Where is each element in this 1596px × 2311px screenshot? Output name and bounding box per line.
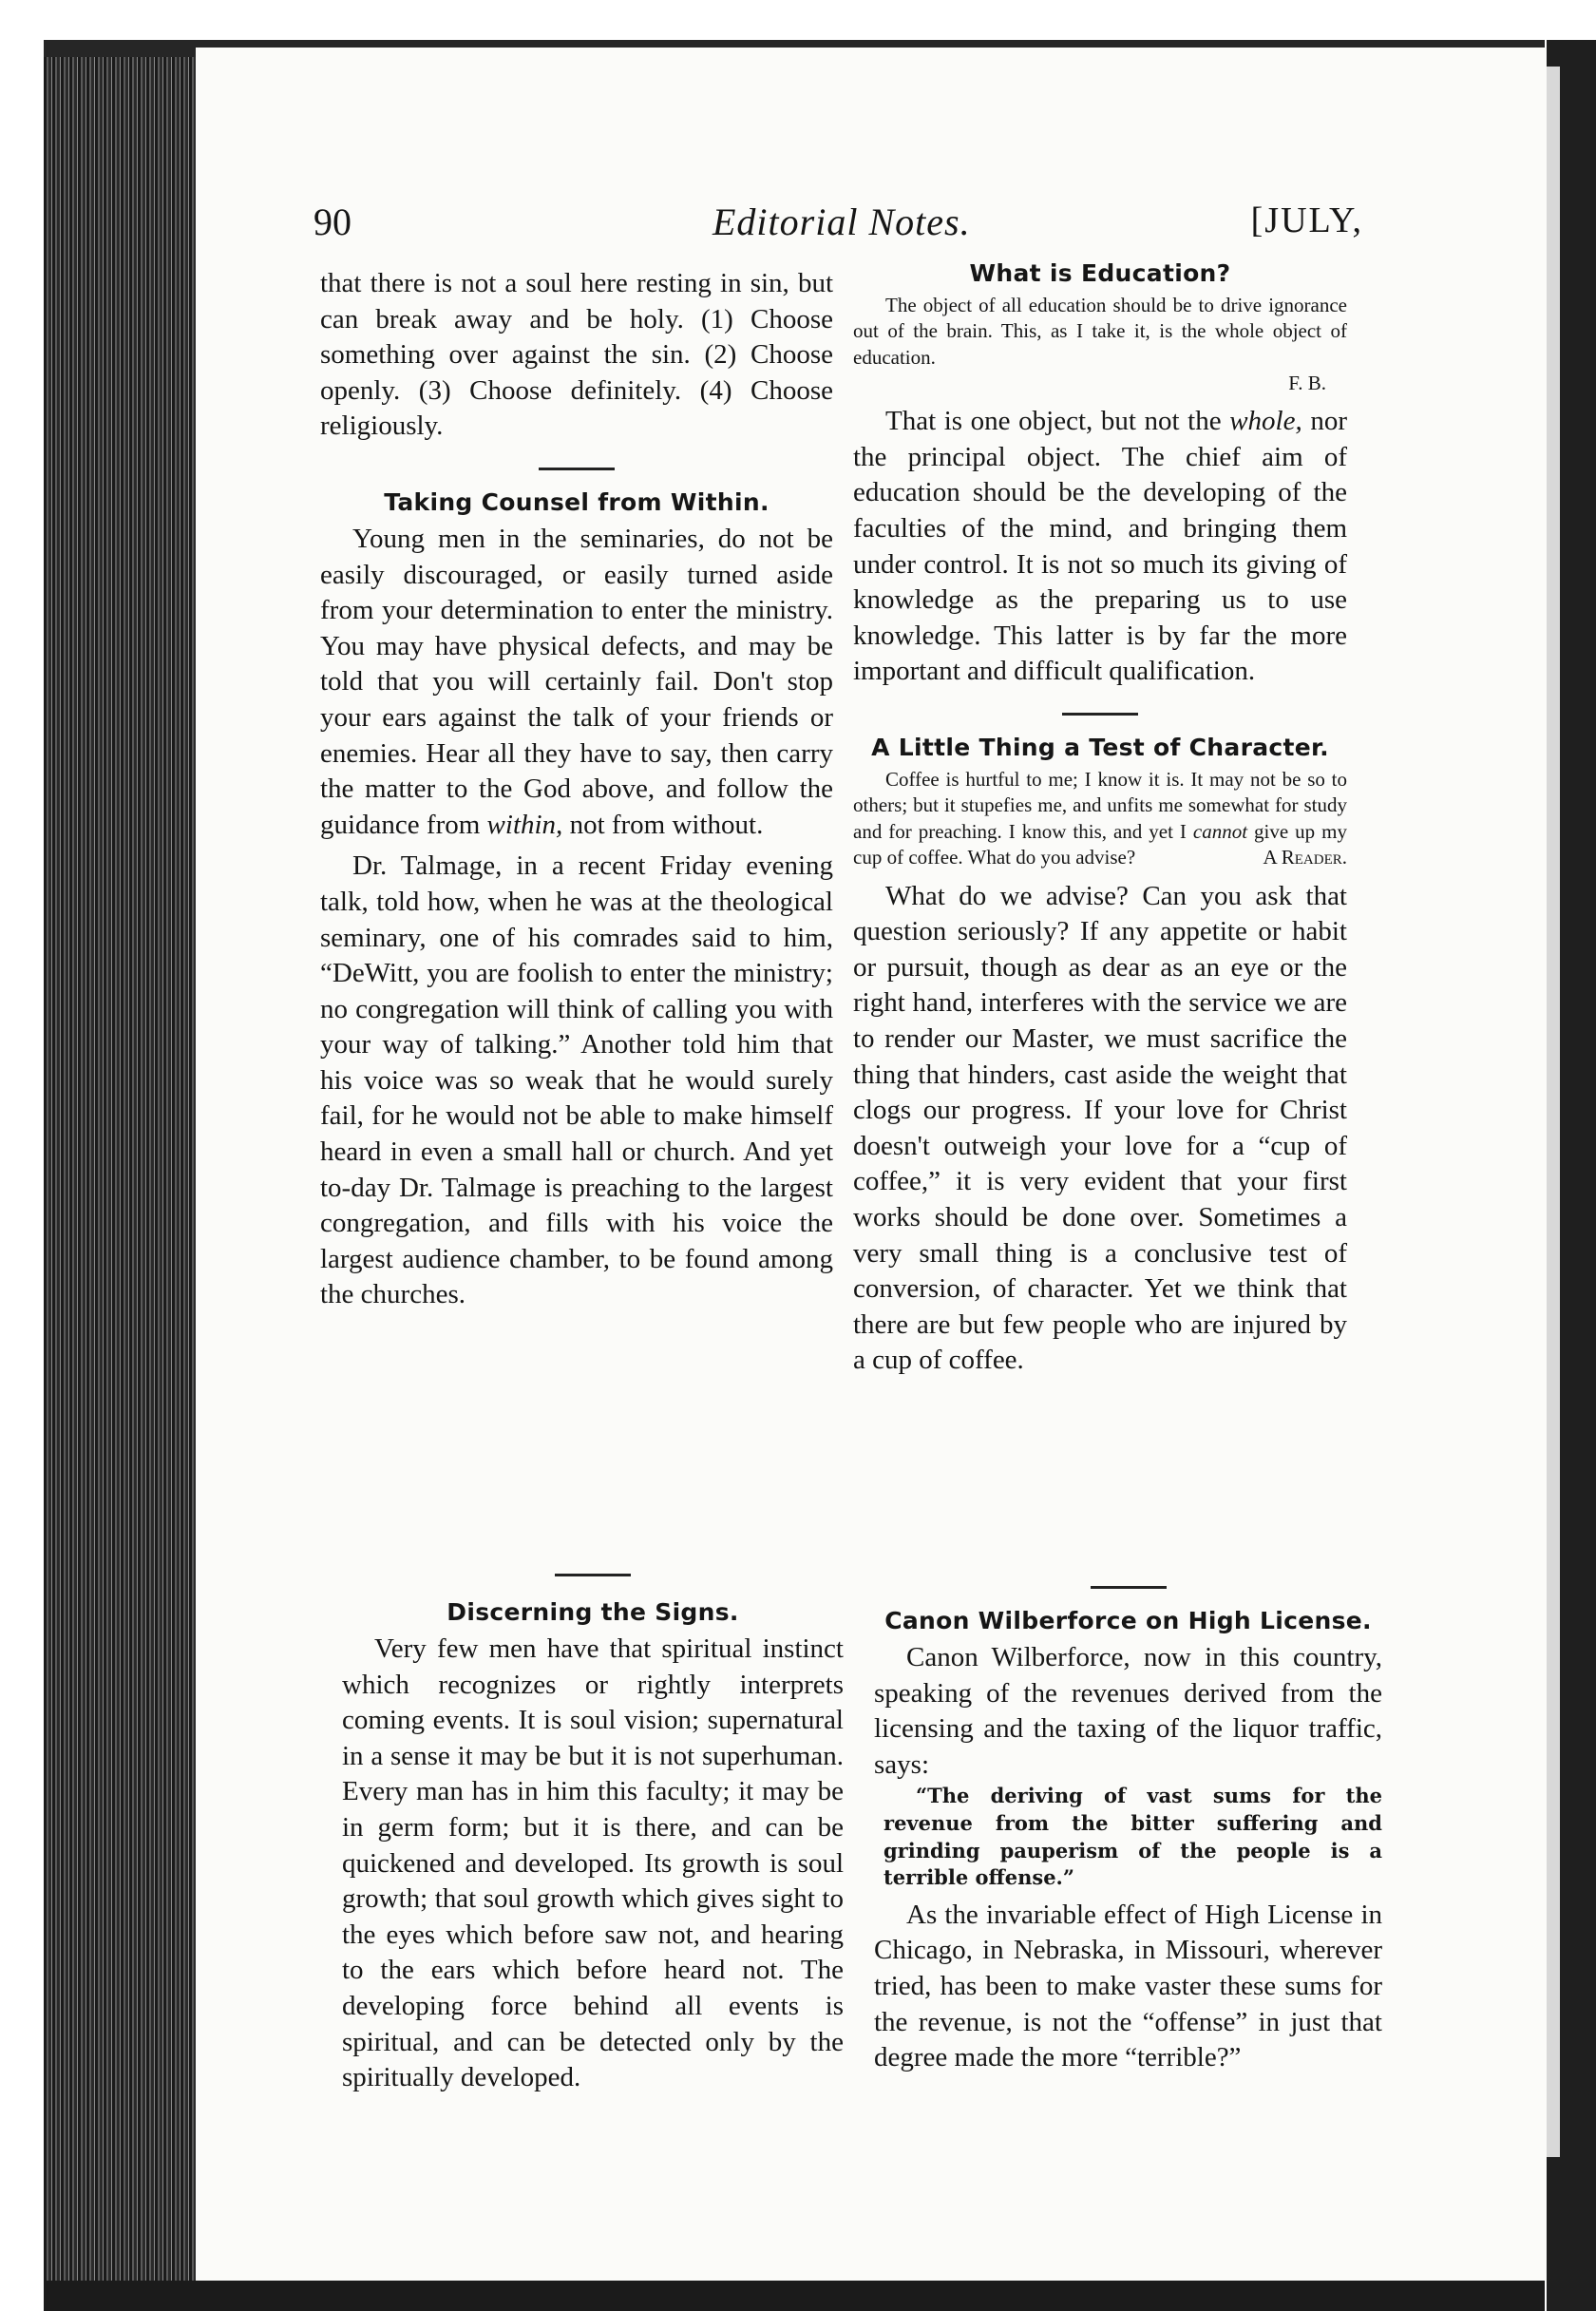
signs-paragraph: Very few men have that spiritual instinct which recognizes or rightly interprets coming events. It is soul vision; supernatural in a sense it may be but it is not superhuman. Every man has in him this faculty; it may be in germ form; but it is there, and can be quickened and developed. Its growth is soul growth; that soul growth which gives sight to the eyes which before saw not, and hearing to the ears which before heard not. The developing force behind all events is spiritual, and can be detected only by the spiritually developed. <box>342 1633 844 2093</box>
facing-page-sliver <box>1547 67 1560 2157</box>
wilberforce-paragraph-1: Canon Wilberforce, now in this country, speaking of the revenues derived from the licensing and the taxing of the liquor traffic, says: <box>874 1642 1382 1780</box>
left-column <box>320 266 833 1313</box>
intro-paragraph: that there is not a soul here resting in sin, but can break away and be holy. (1) Choose something over against the sin. (2) Choose openly. (3) Choose definitely. (4) Choose religiously. <box>320 268 833 442</box>
section-divider <box>555 1574 631 1576</box>
scan-bottom-edge <box>44 2281 1545 2311</box>
education-answer: That is one object, but not the whole, nor the principal object. The chief aim of education should be the developing of the faculties of the mind, and bringing them under control. It is not so much its giving of knowledge as the preparing us to use knowledge. This latter is by far the more important and difficult qualification. <box>853 406 1347 687</box>
signs-heading: Discerning the Signs. <box>446 1598 739 1626</box>
wilberforce-paragraph-2: As the invariable effect of High License in Chicago, in Nebraska, in Missouri, wherever tried, has been to make vaster these sums for the revenue, is not the “offense” in just that degree made the more “terrible?” <box>874 1899 1382 2073</box>
left-column-lower <box>342 1598 844 2096</box>
counsel-paragraph-2: Dr. Talmage, in a recent Friday evening talk, told how, when he was at the theological seminary, one of his comrades said to him, “DeWitt, you are foolish to enter the ministry; no congregation will think of calling you with your way of talking.” Another told him that his voice was so weak that he would surely fail, for he would not be able to make himself heard in even a small hall or church. And yet to-day Dr. Talmage is preaching to the largest congregation, and fills with his voice the largest audience chamber, to be found among the churches. <box>320 850 833 1310</box>
right-column <box>853 255 1347 1379</box>
education-heading: What is Education? <box>969 259 1231 287</box>
book-page-stack <box>44 57 196 2285</box>
counsel-paragraph-1: Young men in the seminaries, do not be easily discouraged, or easily turned aside from your determination to enter the ministry. You may have physical defects, and may be told that you will certainly fail. Don't stop your ears against the talk of your friends or enemies. Hear all they have to say, then carry the matter to the God above, and follow the guidance from within, not from without. <box>320 523 833 840</box>
right-column-lower <box>874 1607 1382 2076</box>
coffee-answer: What do we advise? Can you ask that question seriously? If any appetite or habit or pursuit, though as dear as an eye or the right hand, interferes with the service we are to render our Master, we must sacrifice the thing that hinders, cast aside the weight that clogs our progress. If your love for Christ doesn't outweigh your love for a “cup of coffee,” it is very evident that your first works should be done over. Sometimes a very small thing is a conclusive test of conversion, of character. Yet we think that there are but few people who are injured by a cup of coffee. <box>853 880 1347 1376</box>
running-head <box>314 200 1363 257</box>
section-divider <box>1091 1586 1167 1589</box>
month-label: [JULY, <box>1250 201 1363 240</box>
wilberforce-heading: Canon Wilberforce on High License. <box>884 1607 1372 1634</box>
coffee-letter: Coffee is hurtful to me; I know it is. It may not be so to others; but it stupefies me, and unfits me somewhat for study and for preaching. I know this, and yet I cannot give up my cup of coffee. What do you advise? A Reader. <box>853 767 1347 871</box>
scan-margin-left <box>0 0 44 2311</box>
education-question: The object of all education should be to drive ignorance out of the brain. This, as I take it, is the whole object of education. <box>853 294 1347 369</box>
section-title: Editorial Notes. <box>712 201 971 243</box>
coffee-heading: A Little Thing a Test of Character. <box>871 733 1329 761</box>
coffee-signature: A Reader. <box>1263 846 1347 869</box>
page-number: 90 <box>314 201 352 243</box>
wilberforce-quote: “The deriving of vast sums for the revenue from the bitter suffering and grinding pauperism of the people is a terrible offense.” <box>884 1784 1382 1890</box>
counsel-heading: Taking Counsel from Within. <box>384 487 770 516</box>
education-signature: F. B. <box>1288 372 1326 395</box>
